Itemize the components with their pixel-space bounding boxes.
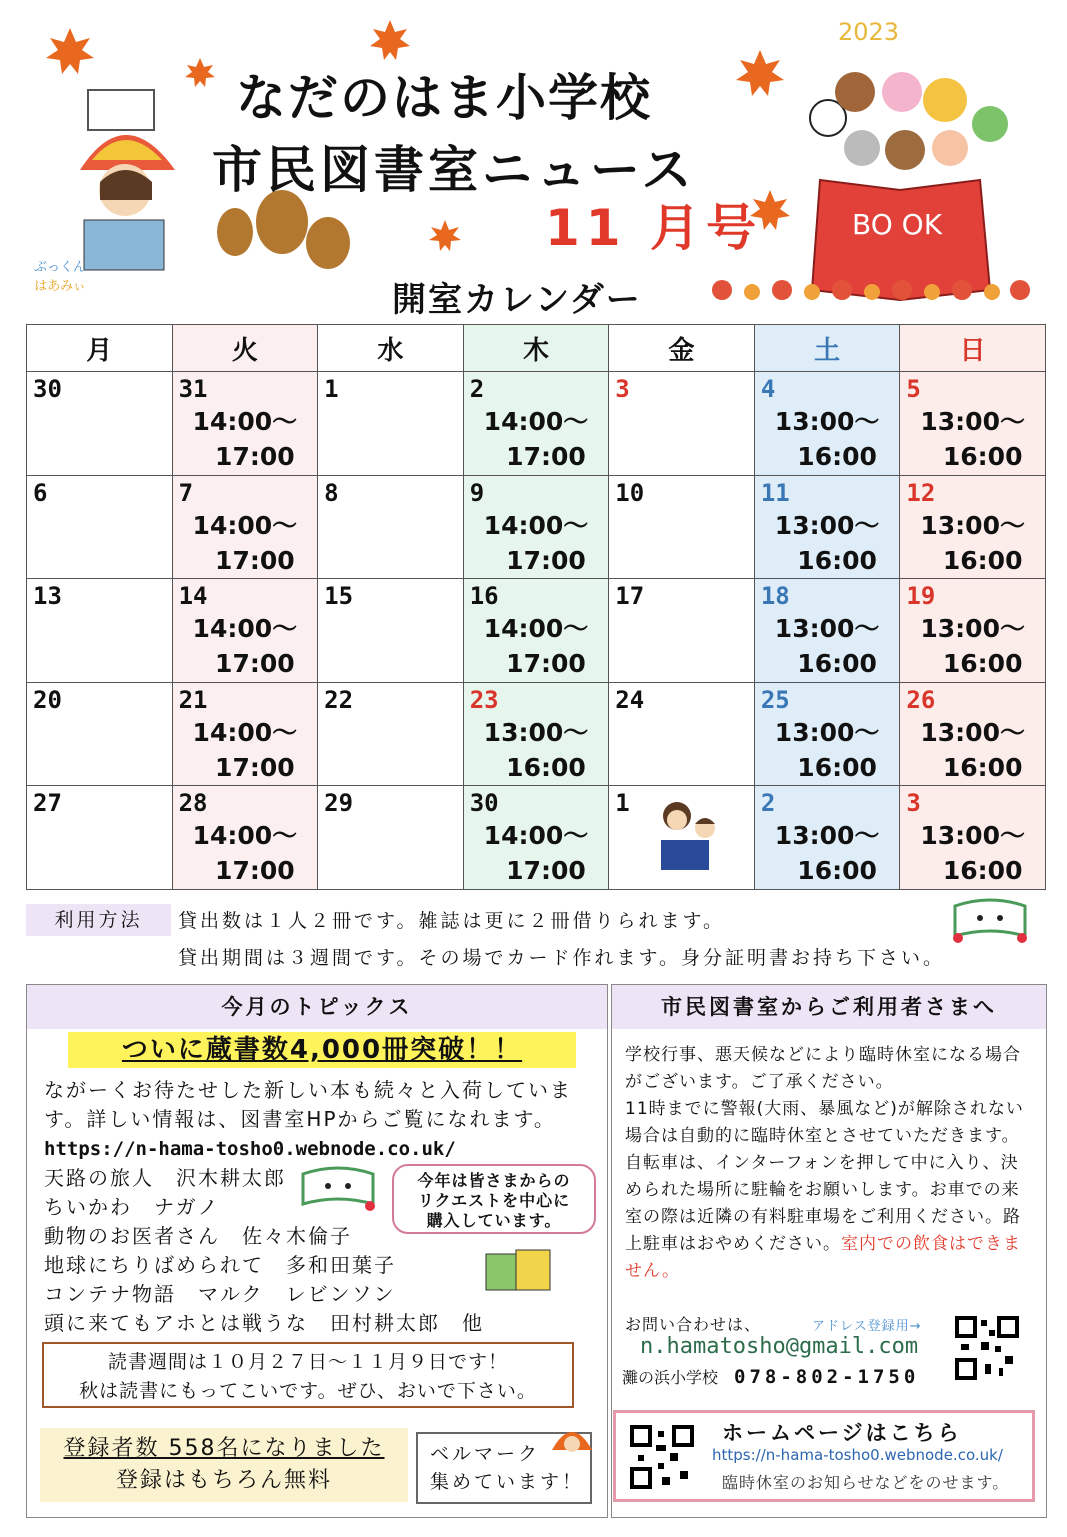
day-number: 26 — [906, 685, 936, 714]
bellmark-line2: 集めています！ — [430, 1471, 585, 1493]
bubble-line3: 購入しています。 — [426, 1211, 562, 1230]
mascot-name-2: はあみぃ — [34, 279, 86, 294]
calendar-day — [318, 372, 464, 476]
maple-leaf-icon — [736, 50, 784, 96]
open-start: 13:00～ — [920, 510, 1025, 540]
reading-week-line2: 秋は読書にもってこいです。ぜひ、おいで下さい。 — [79, 1380, 537, 1402]
calendar-day — [609, 682, 755, 786]
day-number: 12 — [906, 478, 936, 507]
open-start: 14:00～ — [483, 407, 589, 436]
open-end: 16:00 — [942, 752, 1023, 782]
open-end: 16:00 — [797, 752, 877, 782]
homepage-box — [613, 1410, 1035, 1502]
day-number: 2 — [760, 789, 776, 818]
open-hours — [173, 818, 318, 888]
open-start: 13:00～ — [774, 407, 880, 436]
open-start: 13:00～ — [483, 717, 589, 747]
day-number: 30 — [469, 789, 499, 818]
calendar-day — [463, 786, 609, 890]
mascot-illustration — [80, 90, 175, 270]
day-number: 3 — [615, 375, 630, 403]
open-start: 13:00～ — [920, 407, 1025, 436]
calendar-day — [172, 579, 318, 683]
day-number: 30 — [33, 375, 62, 403]
day-number: 23 — [469, 685, 499, 714]
open-end: 16:00 — [942, 442, 1023, 471]
book-label: BO OK — [852, 208, 943, 241]
day-number: 16 — [469, 582, 499, 611]
reading-week-line1: 読書週間は１０月２７日～１１月９日です！ — [107, 1351, 508, 1373]
calendar-day — [754, 579, 900, 683]
calendar-day — [754, 475, 900, 579]
bellmark-line1: ベルマーク — [430, 1443, 541, 1465]
title-line1: なだのはま小学校 — [236, 69, 652, 127]
book-item: 天路の旅人 沢木耕太郎 — [44, 1166, 286, 1190]
day-number: 10 — [615, 478, 645, 507]
notice-header: 市民図書室からご利用者さまへ — [612, 985, 1046, 1029]
school-contact — [622, 1365, 919, 1388]
day-number: 2 — [469, 375, 485, 403]
open-end: 17:00 — [506, 649, 586, 679]
weekday-header: 土 — [754, 325, 900, 372]
open-end: 17:00 — [215, 649, 295, 679]
day-number: 25 — [760, 685, 790, 714]
open-hours — [900, 404, 1045, 474]
book-item: 頭に来てもアホとは戦うな 田村耕太郎 他 — [44, 1311, 484, 1335]
year: 2023 — [838, 18, 900, 46]
weekday-header: 木 — [463, 325, 609, 372]
calendar-day — [318, 786, 464, 890]
open-end: 17:00 — [215, 752, 295, 782]
registered-count: 登録者数 558名になりました — [63, 1436, 385, 1461]
open-hours — [173, 715, 318, 785]
homepage-url[interactable]: https://n-hama-tosho0.webnode.co.uk/ — [712, 1446, 1003, 1464]
open-hours — [173, 508, 318, 578]
calendar-day — [609, 579, 755, 683]
calendar-day — [172, 682, 318, 786]
calendar-day — [463, 372, 609, 476]
calendar-day — [900, 682, 1046, 786]
weekday-header: 火 — [172, 325, 318, 372]
open-hours — [173, 611, 318, 681]
contact-email[interactable]: n.hamatosho@gmail.com — [640, 1334, 919, 1359]
day-number: 14 — [178, 582, 208, 611]
issue-label: 11 月号 — [545, 199, 762, 257]
day-number: 5 — [906, 375, 921, 403]
weekday-header: 月 — [27, 325, 173, 372]
book-item: コンテナ物語 マルク レビンソン — [44, 1282, 396, 1306]
usage-line2: 貸出期間は３週間です。その場でカード作れます。身分証明書お持ち下さい。 — [178, 947, 945, 969]
open-start: 14:00～ — [192, 407, 298, 436]
topics-headline: ついに蔵書数4,000冊突破！！ — [68, 1032, 576, 1068]
open-hours — [464, 404, 609, 474]
open-hours — [900, 508, 1045, 578]
open-hours — [900, 715, 1045, 785]
calendar-day — [27, 682, 173, 786]
open-end: 16:00 — [942, 649, 1023, 679]
calendar-day — [754, 372, 900, 476]
day-number: 6 — [33, 478, 48, 507]
open-start: 14:00～ — [192, 717, 298, 747]
calendar-day — [318, 579, 464, 683]
calendar-day — [172, 475, 318, 579]
maple-leaf-icon — [429, 220, 461, 251]
calendar-day — [463, 475, 609, 579]
calendar-day — [172, 372, 318, 476]
notice-body2: 11時までに警報(大雨、暴風など)が解除されない場合は自動的に臨時休室とさせていただきます。 — [625, 1099, 1024, 1146]
title-line2: 市民図書室ニュース — [212, 141, 696, 199]
day-number: 21 — [178, 685, 208, 714]
day-number: 27 — [33, 789, 62, 818]
calendar-day — [900, 475, 1046, 579]
contact-label: お問い合わせは、 — [625, 1315, 762, 1334]
topics-body-text: ながーくお待たせした新しい本も続々と入荷しています。詳しい情報は、図書室HPからご覧になれます。 — [44, 1078, 572, 1131]
notice-body1: 学校行事、悪天候などにより臨時休室になる場合がございます。ご了承ください。 — [625, 1045, 1021, 1092]
calendar-day — [900, 579, 1046, 683]
day-number: 3 — [906, 789, 921, 818]
day-number: 28 — [178, 789, 208, 818]
day-number: 17 — [615, 582, 645, 611]
notice-body — [625, 1042, 1035, 1285]
calendar-day — [754, 786, 900, 890]
registration-box — [40, 1428, 408, 1502]
day-number: 18 — [760, 582, 790, 611]
day-number: 24 — [615, 685, 645, 714]
open-start: 13:00～ — [774, 614, 880, 644]
calendar-day — [27, 579, 173, 683]
address-register-label: アドレス登録用→ — [812, 1319, 922, 1334]
open-hours — [755, 818, 900, 888]
weekday-header: 水 — [318, 325, 464, 372]
open-end: 17:00 — [506, 545, 586, 575]
open-start: 14:00～ — [483, 614, 589, 644]
calendar-day — [900, 372, 1046, 476]
open-start: 13:00～ — [920, 614, 1025, 644]
open-end: 17:00 — [506, 856, 586, 886]
open-end: 16:00 — [942, 856, 1023, 886]
day-number: 7 — [178, 478, 194, 507]
open-end: 17:00 — [215, 856, 295, 886]
open-start: 14:00～ — [483, 821, 589, 851]
day-number: 20 — [33, 685, 62, 714]
smiling-book-icon — [950, 896, 1030, 946]
open-hours — [464, 611, 609, 681]
day-number: 11 — [760, 478, 790, 507]
library-url[interactable]: https://n-hama-tosho0.webnode.co.uk/ — [44, 1138, 456, 1160]
maple-leaf-icon — [370, 20, 410, 60]
book-item: 動物のお医者さん 佐々木倫子 — [44, 1224, 352, 1248]
animals-book-illustration — [810, 72, 1008, 300]
open-hours — [900, 818, 1045, 888]
calendar-day — [609, 786, 755, 890]
open-hours — [173, 404, 318, 474]
open-start: 14:00～ — [192, 614, 298, 644]
open-end: 16:00 — [942, 545, 1023, 575]
day-number: 13 — [33, 582, 62, 611]
book-item: 地球にちりばめられて 多和田葉子 — [44, 1253, 396, 1277]
open-hours — [464, 715, 609, 785]
open-hours — [464, 508, 609, 578]
topics-body — [44, 1076, 594, 1164]
open-start: 13:00～ — [920, 821, 1025, 851]
open-start: 14:00～ — [192, 821, 298, 851]
smiling-book-icon — [298, 1164, 378, 1214]
mascot-name — [20, 258, 100, 296]
calendar-day — [900, 786, 1046, 890]
school-name: 灘の浜小学校 — [622, 1368, 719, 1387]
open-start: 13:00～ — [774, 821, 880, 851]
open-start: 14:00～ — [483, 510, 589, 540]
day-number: 29 — [324, 789, 354, 818]
day-number: 22 — [324, 685, 354, 714]
homepage-note: 臨時休室のお知らせなどをのせます。 — [722, 1473, 1010, 1492]
open-start: 13:00～ — [774, 717, 880, 747]
no-food-notice: 室内での飲食はできません。 — [625, 1234, 1021, 1281]
notice-body3: 自転車は、インターフォンを押して中に入り、決められた場所に駐輪をお願いします。お車での来室の際は近隣の有料駐車場をご利用ください。路上駐車はおやめください。 — [625, 1153, 1021, 1254]
mascot-name-1: ぶっくん — [33, 260, 86, 275]
calendar-day — [609, 372, 755, 476]
open-start: 14:00～ — [192, 510, 298, 540]
homepage-title: ホームページはこちら — [722, 1421, 962, 1445]
maple-leaf-icon — [46, 28, 94, 74]
day-number: 31 — [178, 375, 208, 403]
day-number: 4 — [760, 375, 776, 403]
bubble-line2: リクエストを中心に — [417, 1191, 571, 1210]
weekday-header: 金 — [609, 325, 755, 372]
registration-free: 登録はもちろん無料 — [115, 1468, 332, 1493]
calendar-day — [27, 372, 173, 476]
calendar-day — [172, 786, 318, 890]
open-hours — [755, 508, 900, 578]
usage-label: 利用方法 — [26, 904, 171, 936]
open-start: 13:00～ — [774, 510, 880, 540]
qr-code-email-icon[interactable] — [955, 1316, 1019, 1380]
day-number: 9 — [469, 478, 485, 507]
open-hours — [464, 818, 609, 888]
reading-mother-child-icon — [649, 794, 729, 878]
mascot-hat-icon — [548, 1414, 596, 1454]
calendar-day — [609, 475, 755, 579]
calendar-day — [27, 475, 173, 579]
day-number: 15 — [324, 582, 354, 611]
calendar-day — [463, 682, 609, 786]
calendar-day — [318, 682, 464, 786]
day-number: 8 — [324, 478, 339, 507]
open-hours — [755, 404, 900, 474]
open-end: 17:00 — [215, 442, 295, 471]
bubble-line1: 今年は皆さまからの — [417, 1171, 571, 1190]
qr-code-homepage-icon[interactable] — [630, 1425, 694, 1489]
open-end: 16:00 — [797, 649, 877, 679]
calendar-day — [754, 682, 900, 786]
calendar-title: 開室カレンダー — [392, 280, 642, 320]
open-end: 16:00 — [506, 752, 586, 782]
reading-week-box — [42, 1342, 574, 1408]
open-end: 16:00 — [797, 545, 877, 575]
open-end: 17:00 — [215, 545, 295, 575]
calendar-day — [27, 786, 173, 890]
books-icon — [484, 1244, 554, 1294]
open-hours — [900, 611, 1045, 681]
open-hours — [755, 611, 900, 681]
open-start: 13:00～ — [920, 717, 1025, 747]
open-end: 16:00 — [797, 856, 877, 886]
open-end: 17:00 — [506, 442, 586, 471]
day-number: 1 — [324, 375, 339, 403]
maple-leaf-icon — [185, 58, 215, 87]
request-bubble — [392, 1164, 596, 1234]
day-number: 19 — [906, 582, 936, 611]
open-hours — [755, 715, 900, 785]
phone-number: 078-802-1750 — [734, 1366, 920, 1388]
usage-line1: 貸出数は１人２冊です。雑誌は更に２冊借りられます。 — [178, 910, 725, 932]
topics-header: 今月のトピックス — [27, 985, 607, 1029]
open-calendar — [26, 324, 1046, 890]
open-end: 16:00 — [797, 442, 877, 471]
calendar-day — [318, 475, 464, 579]
weekday-header: 日 — [900, 325, 1046, 372]
book-item: ちいかわ ナガノ — [44, 1195, 220, 1219]
calendar-day — [463, 579, 609, 683]
day-number: 1 — [615, 789, 630, 818]
